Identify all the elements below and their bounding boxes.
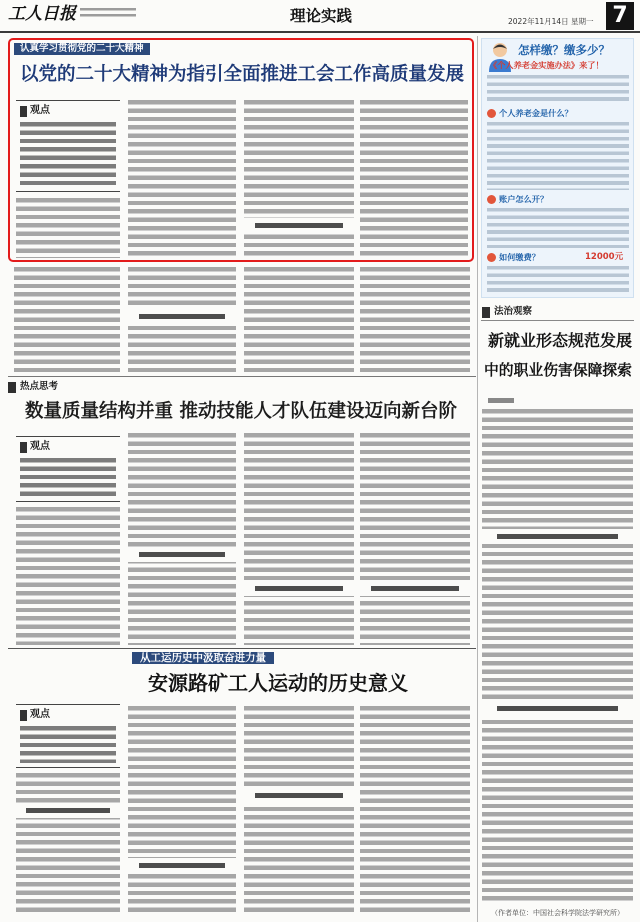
byline [488,398,514,403]
viewpoint-icon [20,442,27,453]
masthead-logo: 工人日报 [8,4,76,24]
body-text-column [360,267,470,372]
viewpoint-label-text: 观点 [30,709,50,720]
viewpoint-text [20,458,116,497]
lead-viewpoint-box [16,100,120,192]
middle-column-label [8,381,58,393]
viewpoint-text [20,122,116,187]
infographic-item-label: 如何缴费？ [499,252,540,262]
contribution-cap-value: 12000元 [585,252,624,262]
section-subhead [16,803,120,818]
item-marker-icon [487,195,496,204]
infographic-item [487,252,540,263]
section-subhead [360,581,470,596]
infographic-item [487,194,548,205]
middle-viewpoint-box [16,436,120,502]
viewpoint-label [20,105,50,117]
body-text-column [360,433,470,645]
infographic-text [487,75,629,104]
body-text-column [128,267,236,372]
column-label-text: 热点思考 [20,381,59,392]
section-subhead [244,581,354,596]
infographic-text [487,122,629,190]
section-rule [481,320,634,321]
body-text-column [244,706,354,916]
body-text-column [360,100,468,258]
column-label-icon [482,307,490,318]
infographic-item-label: 个人养老金是什么？ [499,108,573,118]
body-text-column [244,267,354,372]
viewpoint-label-text: 观点 [30,441,50,452]
viewpoint-label-text: 观点 [30,105,50,116]
body-text-column [360,706,470,916]
masthead-meta-text [80,8,136,20]
viewpoint-text [20,726,116,763]
lead-article-banner: 认真学习贯彻党的二十大精神 [14,43,150,55]
column-divider [477,36,478,922]
section-subhead [482,701,633,716]
right-column-label [482,306,532,318]
body-text-column [16,198,120,258]
section-subhead [128,547,236,562]
bottom-viewpoint-box [16,704,120,768]
column-label-icon [8,382,16,393]
body-text-column [128,706,236,916]
viewpoint-label [20,709,50,721]
right-article-headline-line[interactable]: 新就业形态规范发展 [488,331,633,350]
section-rule [8,376,476,377]
section-rule [8,648,476,649]
body-text-column [244,100,354,258]
bottom-article-headline[interactable]: 安源路矿工人运动的历史意义 [148,671,408,695]
body-text-column [128,433,236,645]
body-text-column [16,773,120,916]
section-subhead [244,788,354,803]
body-text-column [14,267,120,372]
column-label-text: 法治观察 [494,306,533,317]
masthead-rule [0,31,640,33]
bottom-article-banner: 从工运历史中汲取奋进力量 [132,652,274,664]
section-subhead [244,218,354,233]
page-section-title: 理论实践 [290,6,353,25]
body-text-column [244,433,354,645]
item-marker-icon [487,253,496,262]
body-text-column [128,100,236,258]
body-text-column [482,409,633,903]
section-subhead [128,858,236,873]
infographic-title: 怎样缴？缴多少？ [518,43,610,57]
body-text-column [16,507,120,645]
infographic-subtitle: 《个人养老金实施办法》来了！ [489,60,604,70]
right-article-headline-line[interactable]: 中的职业伤害保障探索 [484,362,632,379]
viewpoint-icon [20,106,27,117]
item-marker-icon [487,109,496,118]
author-unit-note: （作者单位：中国社会科学院法学研究所） [491,909,624,917]
infographic-item-label: 账户怎么开？ [499,194,549,204]
viewpoint-label [20,441,50,453]
section-subhead [482,529,633,544]
middle-article-headline[interactable]: 数量质量结构并重 推动技能人才队伍建设迈向新台阶 [25,401,457,422]
page-number: 7 [606,2,634,30]
viewpoint-icon [20,710,27,721]
issue-date: 2022年11月14日 星期一 [508,17,594,26]
infographic-text [487,266,629,293]
infographic-text [487,208,629,248]
infographic-item [487,108,573,119]
section-subhead [128,309,236,324]
lead-article-headline[interactable]: 以党的二十大精神为指引全面推进工会工作高质量发展 [19,64,464,85]
